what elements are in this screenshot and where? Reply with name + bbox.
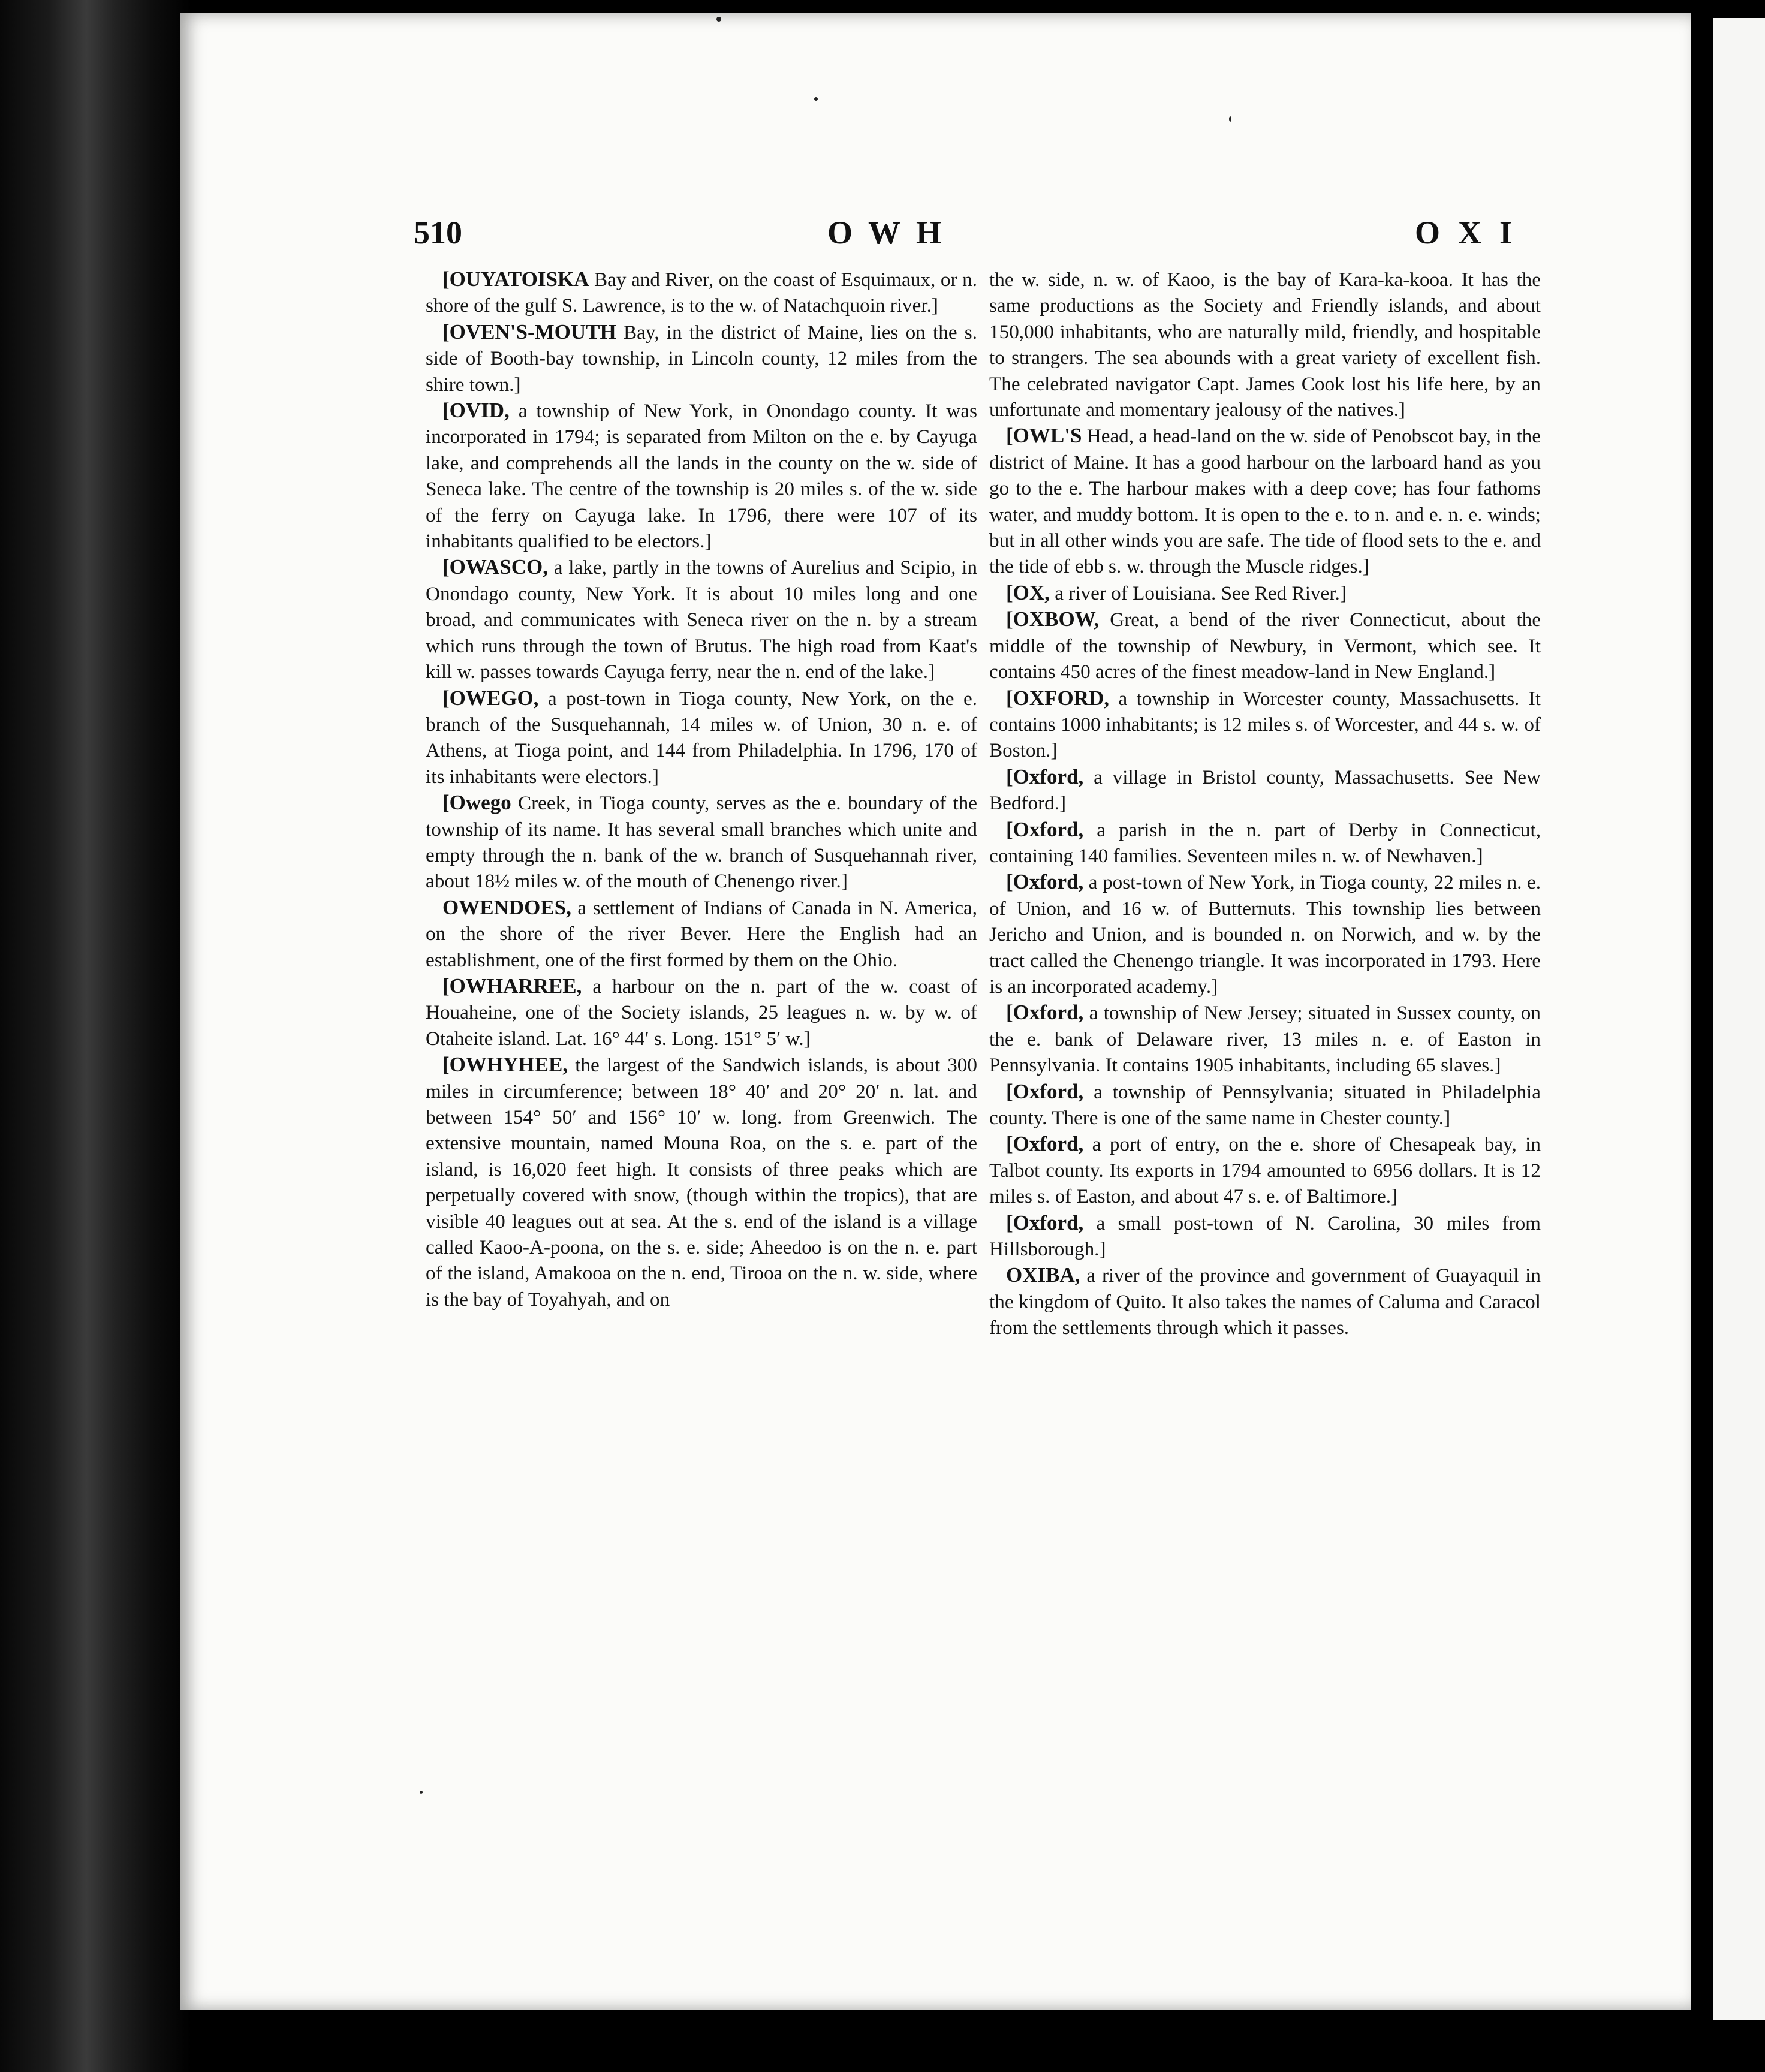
gazetteer-entry: [989, 685, 1541, 764]
entry-headword: [OWASCO,: [442, 555, 548, 579]
entry-text: Creek, in Tioga county, serves as the e. boundary of the township of its name. It has several small branches which unite and empty through the n. bank of the w. branch of Susquehannah river, about 18½ miles w. of the mouth of Chenengo river.]: [426, 792, 977, 893]
entry-headword: [OXFORD,: [1006, 686, 1110, 710]
ink-speck: [420, 1791, 423, 1794]
gazetteer-entry: [989, 999, 1541, 1078]
entry-headword: [OWHYHEE,: [442, 1053, 568, 1077]
entry-text: a river of Louisiana. See Red River.]: [1049, 582, 1347, 604]
gazetteer-entry: [989, 869, 1541, 999]
entry-text: Head, a head-land on the w. side of Penobscot bay, in the district of Maine. It has a good harbour on the larboard hand as you go to the e. The harbour makes with a deep cove; has four fathoms water, and muddy bottom. It is open to the e. to n. and e. n. e. winds; but in all other winds you are safe. The tide of flood sets to the e. and the tide of ebb s. w. through the Muscle ridges.]: [989, 425, 1541, 578]
entry-text: a post-town in Tioga county, New York, on the e. branch of the Susquehannah, 14 miles w. of Union, 30 n. e. of Athens, at Tioga point, and 144 from Philadelphia. In 1796, 170 of its inhabitants were electors.]: [426, 687, 977, 788]
gazetteer-entry: [989, 1262, 1541, 1341]
entry-headword: [OXBOW,: [1006, 607, 1100, 631]
right-column: [989, 266, 1541, 1341]
entry-text: Bay, in the district of Maine, lies on the s. side of Booth-bay township, in Lincoln county, 12 miles from the shire town.]: [426, 321, 977, 396]
running-head: [180, 214, 1691, 268]
entry-text: the largest of the Sandwich islands, is about 300 miles in circumference; between 18° 40′ and 20° 20′ n. lat. and between 154° 50′ and 156° 10′ w. long. from Greenwich. The extensive mountain, named Mouna Roa, on the s. e. part of the island, is 16,020 feet high. It consists of three peaks which are perpetually covered with snow, (though within the tropics), that are visible 40 leagues out at sea. At the s. end of the island is a village called Kaoo-A-poona, on the s. e. side; Aheedoo is on the n. e. part of the island, Amakooa on the n. end, Tirooa on the n. w. side, where is the bay of Toyahyah, and on: [426, 1054, 977, 1311]
page-number: 510: [414, 215, 462, 251]
entry-headword: OWENDOES,: [442, 895, 571, 919]
gazetteer-entry: [989, 1131, 1541, 1209]
gazetteer-entry: [989, 764, 1541, 817]
entry-text: a settlement of Indians of Canada in N. America, on the shore of the river Bever. Here the English had an establishment, one of the first formed by them on the Ohio.: [426, 896, 977, 971]
entry-headword: [OWEGO,: [442, 686, 539, 710]
entry-headword: [OVEN'S-MOUTH: [442, 320, 616, 344]
gazetteer-entry: [989, 606, 1541, 685]
adjacent-page-edge: [1703, 18, 1765, 2020]
entry-headword: OXIBA,: [1006, 1263, 1080, 1287]
ink-speck: [1229, 116, 1231, 122]
gazetteer-entry: [426, 397, 977, 554]
entry-headword: [Oxford,: [1006, 764, 1084, 788]
gazetteer-entry: [989, 1210, 1541, 1263]
entry-headword: [OWL'S: [1006, 424, 1082, 448]
entry-text: a small post-town of N. Carolina, 30 miles from Hillsborough.]: [989, 1212, 1541, 1261]
entry-headword: [OX,: [1006, 580, 1050, 604]
entry-headword: [Oxford,: [1006, 1132, 1084, 1156]
entry-headword: [OUYATOISKA: [442, 267, 589, 291]
entry-text: a parish in the n. part of Derby in Connecticut, containing 140 families. Seventeen miles n. w. of Newhaven.]: [989, 818, 1541, 867]
entry-text: a lake, partly in the towns of Aurelius and Scipio, in Onondago county, New York. It is about 10 miles long and one broad, and communicates with Seneca river on the n. by a stream which runs through the town of Brutus. The high road from Kaat's kill w. passes towards Cayuga ferry, near the n. end of the lake.]: [426, 556, 977, 683]
entry-headword: [Oxford,: [1006, 1210, 1084, 1234]
entry-headword: [OWHARREE,: [442, 974, 582, 998]
entry-text: a port of entry, on the e. shore of Chesapeak bay, in Talbot county. Its exports in 1794 amounted to 6956 dollars. It is 12 miles s. of Easton, and about 47 s. e. of Baltimore.]: [989, 1133, 1541, 1208]
entry-text: a harbour on the n. part of the w. coast of Houaheine, one of the Society islands, 25 leagues n. w. by w. of Otaheite island. Lat. 16° 44′ s. Long. 151° 5′ w.]: [426, 975, 977, 1050]
left-column: [426, 266, 977, 1312]
entry-text: a township of Pennsylvania; situated in Philadelphia county. There is one of the same name in Chester county.]: [989, 1080, 1541, 1129]
entry-text: a village in Bristol county, Massachusetts. See New Bedford.]: [989, 766, 1541, 815]
ink-speck: [716, 17, 721, 22]
book-binding-edge: [0, 0, 192, 2072]
gazetteer-entry: [426, 266, 977, 319]
gazetteer-entry-continued: [989, 266, 1541, 423]
entry-headword: [Oxford,: [1006, 1001, 1084, 1025]
entry-text: a river of the province and government of Guayaquil in the kingdom of Quito. It also takes the names of Caluma and Caracol from the settlements through which it passes.: [989, 1264, 1541, 1339]
gazetteer-entry: [989, 817, 1541, 869]
entry-text: a township of New Jersey; situated in Sussex county, on the e. bank of Delaware river, 13 miles n. e. of Easton in Pennsylvania. It contains 1905 inhabitants, including 65 slaves.]: [989, 1002, 1541, 1077]
gazetteer-entry: [989, 580, 1541, 606]
gazetteer-entry: [989, 1079, 1541, 1131]
book-page: [180, 13, 1691, 2010]
entry-headword: [Oxford,: [1006, 1079, 1084, 1103]
entry-text: Great, a bend of the river Connecticut, about the middle of the township of Newbury, in Vermont, which see. It contains 450 acres of the finest meadow-land in New England.]: [989, 609, 1541, 683]
gazetteer-entry: [426, 685, 977, 790]
gazetteer-entry: [426, 1052, 977, 1312]
right-running-title: OXI: [1415, 215, 1531, 251]
entry-headword: [OVID,: [442, 399, 510, 423]
entry-text: a post-town of New York, in Tioga county, 22 miles n. e. of Union, and 16 w. of Butternuts. This township lies between Jericho and Union, and is bounded n. on Norwich, and w. by the tract called the Chenengo triangle. It was incorporated in 1793. Here is an incorporated academy.]: [989, 871, 1541, 998]
entry-headword: [Oxford,: [1006, 817, 1084, 841]
entry-text: a township of New York, in Onondago county. It was incorporated in 1794; is separated from Milton on the e. by Cayuga lake, and comprehends all the lands in the county on the w. side of Seneca lake. The centre of the township is 20 miles s. of the w. side of the ferry on Cayuga lake. In 1796, there were 107 of its inhabitants qualified to be electors.]: [426, 400, 977, 553]
gazetteer-entry: [426, 790, 977, 895]
gazetteer-entry: [426, 973, 977, 1052]
entry-text: a township in Worcester county, Massachusetts. It contains 1000 inhabitants; is 12 miles s. of Worcester, and 44 s. w. of Boston.]: [989, 687, 1541, 762]
entry-headword: [Owego: [442, 791, 511, 815]
gazetteer-entry: [426, 895, 977, 973]
gazetteer-entry: [989, 423, 1541, 579]
entry-text: Bay and River, on the coast of Esquimaux, or n. shore of the gulf S. Lawrence, is to the w. of Natachquoin river.]: [426, 269, 977, 317]
left-running-title: OWH: [827, 215, 957, 251]
entry-text: the w. side, n. w. of Kaoo, is the bay of Kara-ka-kooa. It has the same productions as the Society and Friendly islands, and about 150,000 inhabitants, who are naturally mild, friendly, and hospitable to strangers. The sea abounds with a great variety of excellent fish. The celebrated navigator Capt. James Cook lost his life here, by an unfortunate and momentary jealousy of the natives.]: [989, 269, 1541, 421]
ink-speck: [814, 97, 818, 101]
gazetteer-entry: [426, 554, 977, 685]
gazetteer-entry: [426, 319, 977, 397]
entry-headword: [Oxford,: [1006, 870, 1084, 894]
